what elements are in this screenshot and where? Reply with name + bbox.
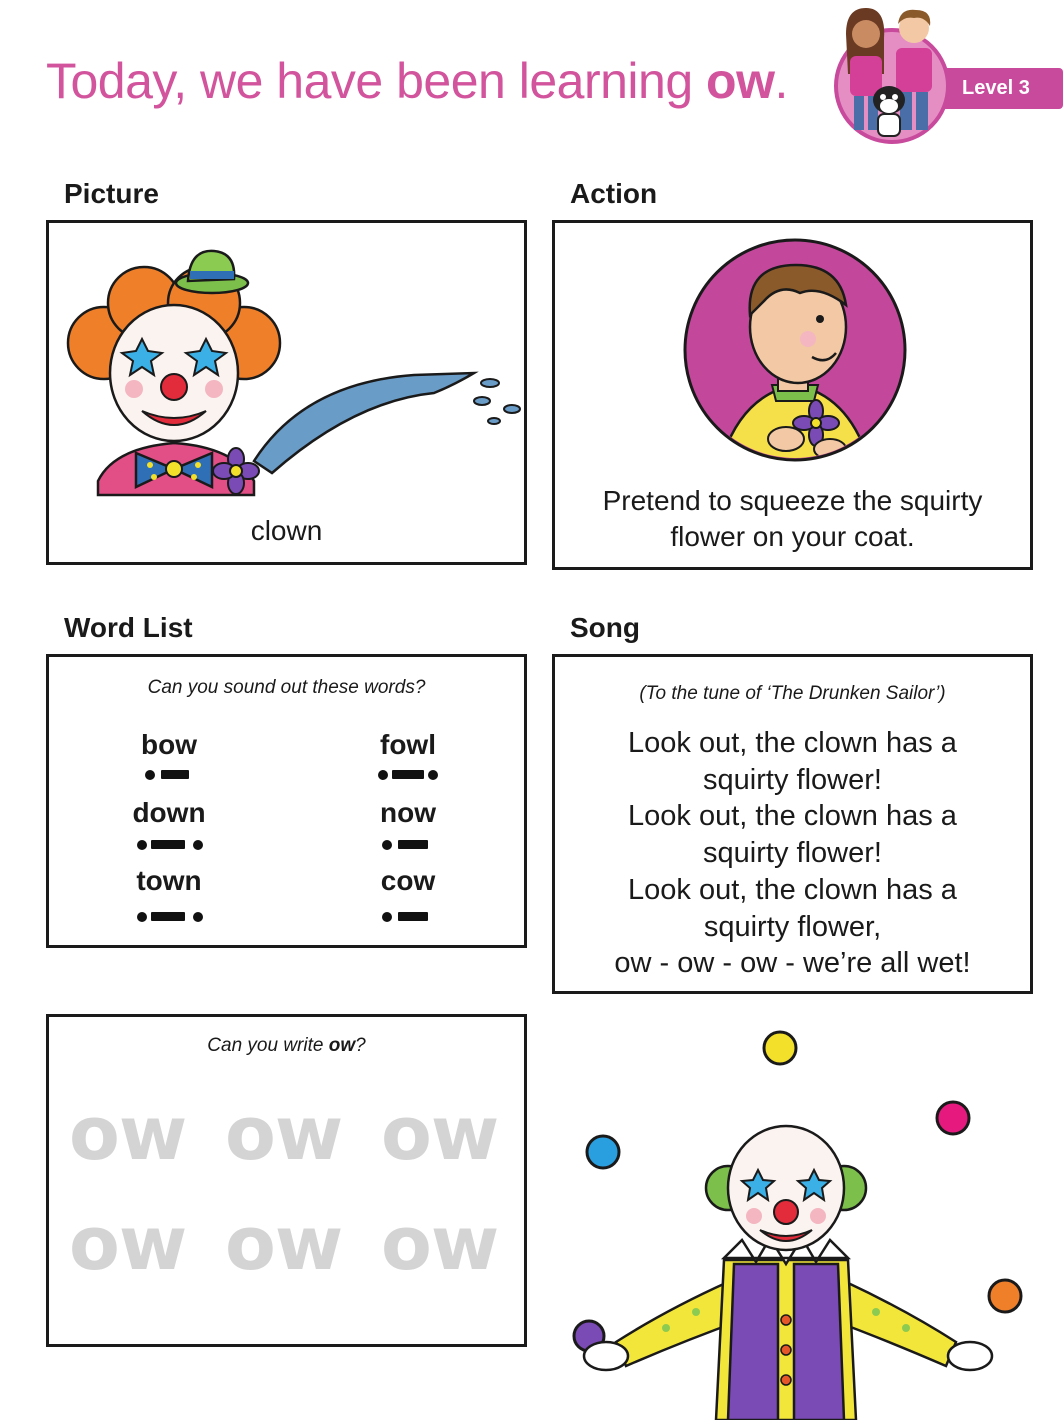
picture-caption: clown: [250, 515, 323, 546]
trace-ow-4[interactable]: ow: [69, 1201, 187, 1287]
word-town: town: [136, 865, 202, 896]
song-line-7: ow - ow - ow - we’re all wet!: [614, 947, 971, 980]
trace-ow-5[interactable]: ow: [225, 1201, 343, 1287]
sound-buttons-down: [99, 839, 239, 851]
writing-prompt: Can you write ow?: [207, 1035, 366, 1056]
level-badge: [834, 4, 1063, 144]
clown-with-squirty-flower-image: [54, 243, 524, 533]
song-line-4: squirty flower!: [703, 837, 882, 870]
song-line-2: squirty flower!: [703, 763, 882, 796]
juggling-clown-image: [556, 1020, 1036, 1420]
song-line-5: Look out, the clown has a: [628, 873, 957, 906]
word-list-box: [46, 654, 527, 948]
boy-squeezing-flower-image: [680, 235, 910, 465]
word-now: now: [380, 797, 436, 828]
word-fowl: fowl: [380, 729, 436, 760]
sound-buttons-bow: [99, 769, 239, 781]
sound-buttons-town: [99, 911, 239, 923]
trace-ow-6[interactable]: ow: [381, 1201, 499, 1287]
song-box: [552, 654, 1033, 994]
action-heading: Action: [570, 178, 658, 209]
trace-ow-1[interactable]: ow: [69, 1091, 187, 1177]
word-list-heading: Word List: [64, 612, 193, 643]
sound-buttons-now: [338, 839, 478, 851]
action-line-2: flower on your coat.: [670, 521, 915, 552]
characters-avatar: [834, 4, 954, 144]
word-down: down: [132, 797, 206, 828]
song-line-3: Look out, the clown has a: [628, 800, 957, 833]
song-tune: (To the tune of ‘The Drunken Sailor’): [639, 683, 946, 704]
action-box: [552, 220, 1033, 570]
page-title: Today, we have been learning ow.: [46, 53, 788, 109]
writing-box: [46, 1014, 527, 1347]
sound-buttons-cow: [338, 911, 478, 923]
trace-ow-2[interactable]: ow: [225, 1091, 343, 1177]
trace-ow-3[interactable]: ow: [381, 1091, 499, 1177]
picture-heading: Picture: [64, 178, 159, 209]
word-bow: bow: [141, 729, 197, 760]
sound-buttons-fowl: [338, 769, 478, 781]
song-line-1: Look out, the clown has a: [628, 727, 957, 759]
picture-box: [46, 220, 527, 565]
word-cow: cow: [380, 865, 436, 896]
level-label: Level 3: [930, 68, 1063, 109]
song-line-6: squirty flower,: [703, 910, 882, 943]
word-list-prompt: Can you sound out these words?: [147, 677, 426, 698]
song-heading: Song: [570, 612, 640, 643]
action-line-1: Pretend to squeeze the squirty: [602, 485, 983, 516]
